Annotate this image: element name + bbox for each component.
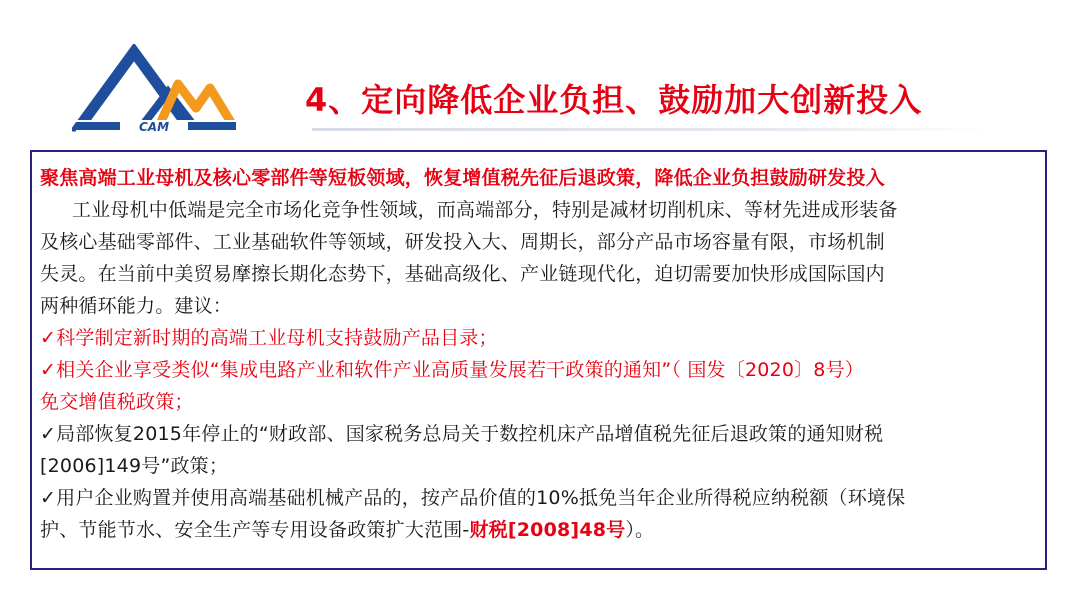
suggestion-text: 用户企业购置并使用高端基础机械产品的，按产品价值的10%抵免当年企业所得税应纳税额（环境保 <box>56 487 906 509</box>
check-icon: ✓ <box>40 487 57 509</box>
check-icon: ✓ <box>40 423 57 445</box>
suggestion-item-1 <box>40 322 1035 354</box>
page-title: 4、定向降低企业负担、鼓励加大创新投入 <box>305 81 923 119</box>
suggestion-text: 局部恢复2015年停止的“财政部、国家税务总局关于数控机床产品增值税先征后退政策的通知财税 <box>56 423 884 445</box>
suggestion-item-3 <box>40 418 1035 450</box>
suggestion-item-2 <box>40 354 1035 386</box>
headline: 聚焦高端工业母机及核心零部件等短板领域，恢复增值税先征后退政策，降低企业负担鼓励研发投入 <box>40 167 885 189</box>
cam-logo <box>72 44 240 134</box>
paragraph-line: 工业母机中低端是完全市场化竞争性领域，而高端部分，特别是减材切削机床、等材先进成形装备 <box>72 199 898 221</box>
paragraph-line: 失灵。在当前中美贸易摩擦长期化态势下，基础高级化、产业链现代化，迫切需要加快形成国际国内 <box>40 263 885 285</box>
suggestion-text: 相关企业享受类似“集成电路产业和软件产业高质量发展若干政策的通知”（ 国发〔2020〕8号） <box>56 359 864 381</box>
suggestion-text: ）。 <box>625 519 655 541</box>
paragraph-line: 两种循环能力。建议： <box>40 295 233 317</box>
check-icon: ✓ <box>40 327 57 349</box>
cam-logo-graphic <box>72 44 240 134</box>
suggestion-item-3-cont: [2006]149号”政策； <box>40 455 229 477</box>
suggestion-item-4-cont <box>40 514 1035 546</box>
suggestion-item-2-cont: 免交增值税政策； <box>40 391 194 413</box>
logo-text: CAM <box>138 120 170 134</box>
suggestion-text: 护、节能节水、安全生产等专用设备政策扩大范围- <box>40 519 470 541</box>
title-divider <box>312 128 992 131</box>
suggestion-text: 科学制定新时期的高端工业母机支持鼓励产品目录； <box>56 327 498 349</box>
suggestion-item-4 <box>40 482 1035 514</box>
content-panel <box>30 150 1047 570</box>
policy-reference: 财税[2008]48号 <box>469 519 626 541</box>
paragraph-line: 及核心基础零部件、工业基础软件等领域，研发投入大、周期长，部分产品市场容量有限，市场机制 <box>40 231 885 253</box>
check-icon: ✓ <box>40 359 57 381</box>
